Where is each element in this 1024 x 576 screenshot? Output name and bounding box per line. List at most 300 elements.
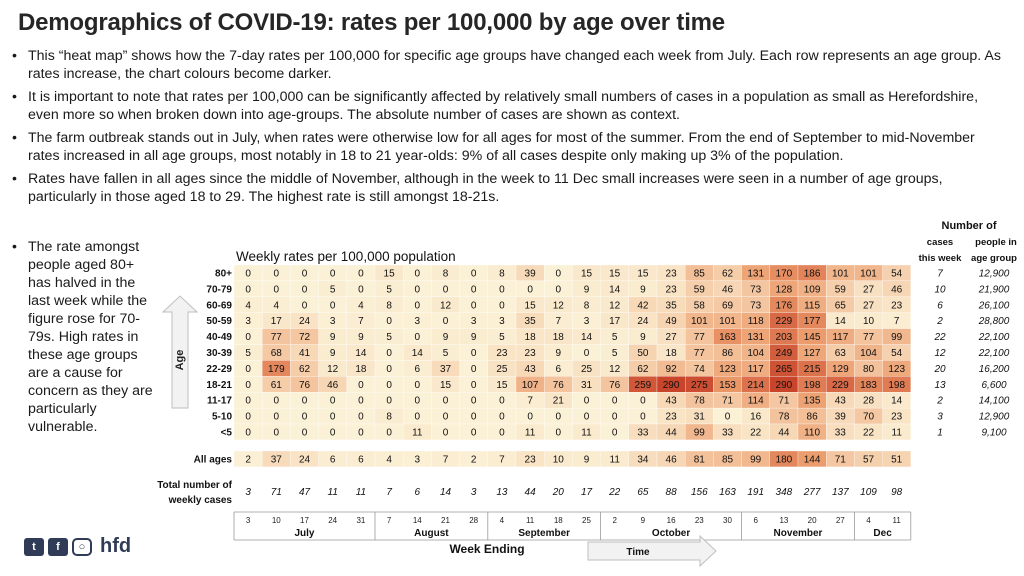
cell-value: 76: [298, 379, 311, 391]
cell-value: 35: [524, 316, 536, 328]
month-label: August: [414, 528, 449, 539]
cell-value: 0: [414, 332, 421, 344]
cell-value: 0: [329, 395, 336, 407]
cell-value: 58: [693, 300, 705, 312]
x-tick-label: 28: [469, 516, 479, 525]
cell-value: 127: [803, 348, 821, 359]
cell-value: 0: [245, 268, 251, 280]
cell-value: 0: [245, 332, 251, 344]
cell-value: 7: [893, 316, 900, 328]
cell-value: 92: [665, 363, 677, 375]
all-ages-value: 10: [552, 454, 564, 466]
cell-value: 76: [609, 379, 621, 391]
cell-value: 23: [496, 348, 508, 359]
cell-value: 0: [442, 427, 449, 439]
cell-value: 0: [442, 395, 449, 407]
cell-value: 198: [888, 379, 906, 391]
cell-value: 153: [719, 379, 736, 391]
row-label: 11-17: [206, 395, 232, 407]
cell-value: 49: [665, 316, 677, 328]
cell-value: 62: [298, 363, 311, 375]
x-tick-label: 20: [807, 516, 817, 525]
cell-value: 65: [834, 300, 846, 312]
cell-value: 69: [721, 300, 734, 312]
cell-value: 0: [470, 411, 477, 423]
cell-value: 0: [470, 348, 477, 359]
cell-value: 0: [611, 411, 618, 423]
twitter-icon[interactable]: t: [24, 538, 44, 556]
cell-value: 43: [524, 363, 536, 375]
cell-value: 72: [298, 332, 311, 344]
total-cases-value: 109: [860, 487, 877, 498]
row-label: 80+: [215, 268, 232, 280]
cell-value: 0: [442, 411, 449, 423]
cell-value: 31: [693, 411, 705, 423]
cell-value: 24: [298, 316, 311, 328]
x-tick-label: 17: [300, 516, 309, 525]
all-ages-value: 6: [329, 454, 336, 466]
x-axis-label: Week Ending: [449, 542, 525, 556]
cell-value: 37: [439, 363, 452, 375]
bullet-item: • This “heat map” shows how the 7-day rates per 100,000 for specific age groups have changed each week from July. Each row represents an age group. As rates increase, the chart colours become darker.: [10, 47, 1010, 83]
cell-value: 0: [301, 395, 308, 407]
row-label: 22-29: [206, 363, 232, 375]
x-tick-label: 23: [694, 516, 704, 525]
x-tick-label: 30: [723, 516, 732, 525]
cell-value: 14: [891, 395, 903, 407]
cell-value: 128: [775, 284, 793, 296]
cell-value: 186: [803, 268, 821, 280]
all-ages-value: 6: [358, 454, 364, 466]
cell-value: 99: [891, 332, 903, 344]
cell-value: 8: [583, 300, 590, 312]
cell-value: 131: [747, 268, 765, 280]
cell-value: 0: [301, 300, 308, 312]
total-cases-value: 44: [524, 487, 536, 498]
cell-value: 145: [803, 332, 821, 344]
cell-value: 42: [637, 300, 649, 312]
cell-value: 15: [609, 268, 621, 280]
x-tick-label: 21: [441, 516, 450, 525]
row-label: 40-49: [206, 332, 232, 344]
cell-value: 5: [442, 348, 449, 359]
row-label: <5: [220, 427, 232, 439]
cell-value: 11: [891, 427, 902, 439]
month-label: July: [294, 528, 315, 539]
cell-value: 0: [329, 427, 336, 439]
side-population-value: 12,900: [978, 268, 1010, 280]
cell-value: 176: [775, 300, 793, 312]
cell-value: 275: [690, 379, 708, 391]
x-tick-label: 13: [779, 516, 789, 525]
cell-value: 101: [831, 268, 849, 280]
cell-value: 0: [414, 379, 421, 391]
cell-value: 215: [803, 363, 821, 375]
cell-value: 123: [719, 363, 736, 375]
cell-value: 12: [327, 363, 339, 375]
cell-value: 115: [804, 300, 821, 312]
cell-value: 0: [329, 300, 336, 312]
cell-value: 86: [721, 348, 734, 359]
cell-value: 118: [747, 316, 764, 328]
cell-value: 73: [750, 284, 762, 296]
social-footer: [24, 535, 131, 558]
cell-value: 101: [719, 316, 736, 328]
bullet-item: • The farm outbreak stands out in July, when rates were otherwise low for all ages for most of the summer. From the end of September to mid-November rates increased in all age groups, most notably in 18 to 21 year-olds: 9% of all cases despite only making up 3% of the population.: [10, 129, 1010, 165]
chart-title: Weekly rates per 100,000 population: [236, 249, 456, 264]
cell-value: 183: [860, 379, 877, 391]
cell-value: 117: [747, 363, 764, 375]
cell-value: 11: [524, 427, 536, 439]
cell-value: 0: [301, 284, 308, 296]
cell-value: 0: [499, 300, 505, 312]
cell-value: 46: [327, 379, 339, 391]
cell-value: 0: [273, 411, 280, 423]
side-cases-value: 2: [937, 395, 943, 407]
cell-value: 0: [611, 395, 618, 407]
x-tick-label: 14: [412, 516, 422, 525]
side-population-value: 28,800: [978, 316, 1010, 328]
all-ages-value: 180: [775, 454, 793, 466]
x-tick-label: 10: [271, 516, 281, 525]
cell-value: 18: [355, 363, 367, 375]
total-cases-value: 11: [327, 487, 338, 498]
cell-value: 22: [862, 427, 875, 439]
total-cases-value: 191: [747, 487, 765, 498]
cell-value: 43: [665, 395, 677, 407]
cell-value: 4: [358, 300, 364, 312]
cell-value: 23: [665, 411, 677, 423]
x-tick-label: 11: [525, 516, 535, 525]
cell-value: 0: [414, 284, 421, 296]
total-cases-value: 47: [298, 487, 311, 498]
total-cases-value: 17: [580, 487, 593, 498]
cell-value: 27: [862, 284, 875, 296]
all-ages-value: 3: [414, 454, 421, 466]
cell-value: 77: [270, 332, 282, 344]
cell-value: 9: [442, 332, 449, 344]
cell-value: 28: [862, 395, 875, 407]
cell-value: 3: [499, 316, 505, 328]
cell-value: 33: [834, 427, 846, 439]
total-cases-value: 98: [891, 487, 903, 498]
cell-value: 62: [637, 363, 649, 375]
total-cases-value: 65: [637, 487, 649, 498]
cell-value: 86: [806, 411, 818, 423]
cell-value: 0: [414, 411, 421, 423]
all-ages-value: 34: [637, 454, 649, 466]
cell-value: 177: [803, 316, 821, 328]
side-cases-value: 22: [934, 332, 946, 344]
cell-value: 27: [862, 300, 875, 312]
cell-value: 59: [834, 284, 846, 296]
cell-value: 0: [527, 411, 533, 423]
total-cases-value: 71: [270, 487, 282, 498]
total-cases-value: 20: [552, 487, 564, 498]
cell-value: 71: [721, 395, 734, 407]
cell-value: 135: [803, 395, 821, 407]
cell-value: 23: [665, 268, 677, 280]
cell-value: 73: [750, 300, 762, 312]
x-tick-label: 27: [835, 516, 845, 525]
x-tick-label: 3: [245, 516, 251, 525]
cell-value: 265: [775, 363, 793, 375]
side-cases-value: 2: [937, 316, 943, 328]
cell-value: 14: [411, 348, 423, 359]
total-cases-value: 348: [775, 487, 793, 498]
cell-value: 0: [583, 348, 590, 359]
cell-value: 78: [693, 395, 705, 407]
cell-value: 0: [301, 427, 308, 439]
cell-value: 0: [245, 427, 251, 439]
all-ages-value: 46: [665, 454, 677, 466]
cell-value: 0: [386, 395, 392, 407]
cell-value: 33: [721, 427, 734, 439]
cell-value: 5: [611, 332, 618, 344]
bullet-item: • It is important to note that rates per 100,000 can be significantly affected by relatively small numbers of cases in a population as small as Herefordshire, even more so when broken down into age-groups. The absolute number of cases are shown as context.: [10, 88, 1010, 124]
cell-value: 104: [860, 348, 877, 359]
side-population-value: 22,100: [978, 348, 1010, 359]
cell-value: 0: [470, 268, 477, 280]
instagram-icon[interactable]: ○: [72, 538, 92, 556]
cell-value: 0: [442, 316, 449, 328]
cell-value: 0: [386, 379, 392, 391]
month-label: Dec: [873, 528, 892, 539]
all-ages-value: 11: [609, 454, 620, 466]
cell-value: 0: [329, 411, 336, 423]
cell-value: 9: [583, 284, 590, 296]
cell-value: 0: [245, 363, 251, 375]
all-ages-value: 7: [499, 454, 505, 466]
cell-value: 46: [721, 284, 734, 296]
cell-value: 25: [496, 363, 508, 375]
cell-value: 0: [273, 284, 280, 296]
cell-value: 18: [524, 332, 536, 344]
total-cases-value: 13: [496, 487, 508, 498]
cell-value: 131: [747, 332, 765, 344]
cell-value: 85: [693, 268, 705, 280]
side-col-header: age group: [971, 253, 1017, 264]
cell-value: 15: [383, 268, 395, 280]
cell-value: 21: [552, 395, 564, 407]
row-label: 60-69: [206, 300, 232, 312]
cell-value: 0: [611, 427, 618, 439]
cell-value: 104: [747, 348, 765, 359]
side-population-value: 6,600: [981, 379, 1007, 391]
side-population-value: 16,200: [978, 363, 1010, 375]
cell-value: 5: [499, 332, 505, 344]
total-cases-value: 3: [245, 487, 251, 498]
bullet-item: • Rates have fallen in all ages since the middle of November, although in the week to 11 Dec small increases were seen in a number of age groups, particularly in those aged 18 to 29. The highest rate is still amongst 18-21s.: [10, 170, 1010, 206]
cell-value: 77: [693, 348, 705, 359]
cell-value: 107: [521, 379, 539, 391]
cell-value: 54: [891, 268, 903, 280]
cell-value: 0: [245, 411, 251, 423]
cell-value: 23: [524, 348, 536, 359]
cell-value: 117: [832, 332, 849, 344]
cell-value: 10: [862, 316, 875, 328]
cell-value: 39: [834, 411, 846, 423]
all-ages-value: 99: [750, 454, 762, 466]
all-ages-value: 57: [862, 454, 875, 466]
cell-value: 76: [552, 379, 564, 391]
time-axis-label: Time: [626, 547, 650, 558]
cell-value: 110: [804, 427, 821, 439]
cell-value: 5: [386, 284, 392, 296]
cell-value: 0: [470, 363, 477, 375]
cell-value: 33: [637, 427, 649, 439]
x-tick-label: 6: [753, 516, 758, 525]
cell-value: 3: [414, 316, 421, 328]
cell-value: 23: [665, 284, 677, 296]
cell-value: 0: [386, 348, 392, 359]
cell-value: 4: [245, 300, 251, 312]
side-col-header: people in: [975, 237, 1017, 248]
cell-value: 163: [719, 332, 736, 344]
cell-value: 9: [329, 332, 336, 344]
brand-logo: hfd: [100, 535, 132, 557]
cell-value: 16: [750, 411, 762, 423]
side-col-header: cases: [926, 237, 954, 248]
cell-value: 5: [329, 284, 336, 296]
row-label: 30-39: [206, 348, 232, 359]
cell-value: 259: [634, 379, 652, 391]
all-ages-value: 85: [721, 454, 734, 466]
side-population-value: 21,900: [978, 284, 1010, 296]
x-tick-label: 24: [328, 516, 338, 525]
all-ages-value: 23: [524, 454, 536, 466]
row-label: 18-21: [206, 379, 232, 391]
cell-value: 0: [386, 316, 392, 328]
cell-value: 15: [496, 379, 508, 391]
cell-value: 198: [803, 379, 821, 391]
cell-value: 17: [609, 316, 621, 328]
side-cases-value: 13: [934, 379, 946, 391]
cell-value: 0: [442, 284, 449, 296]
cell-value: 5: [611, 348, 618, 359]
total-cases-value: 14: [439, 487, 452, 498]
cell-value: 18: [665, 348, 677, 359]
cell-value: 14: [355, 348, 367, 359]
cell-value: 3: [583, 316, 590, 328]
cell-value: 70: [862, 411, 875, 423]
all-ages-value: 2: [470, 454, 477, 466]
cell-value: 14: [834, 316, 846, 328]
cell-value: 43: [834, 395, 846, 407]
cell-value: 11: [581, 427, 592, 439]
cell-value: 123: [888, 363, 906, 375]
cell-value: 0: [273, 268, 280, 280]
facebook-icon[interactable]: f: [48, 538, 68, 556]
cell-value: 0: [414, 300, 421, 312]
total-cases-value: 88: [665, 487, 677, 498]
total-cases-value: 3: [470, 487, 477, 498]
month-label: September: [518, 528, 571, 539]
cell-value: 71: [778, 395, 790, 407]
cell-value: 12: [609, 363, 621, 375]
total-cases-value: 22: [609, 487, 621, 498]
total-cases-value: 11: [355, 487, 367, 498]
cell-value: 0: [245, 284, 251, 296]
cell-value: 99: [693, 427, 705, 439]
cell-value: 62: [721, 268, 734, 280]
cell-value: 15: [439, 379, 452, 391]
cell-value: 0: [499, 427, 505, 439]
cell-value: 7: [527, 395, 533, 407]
cell-value: 0: [414, 268, 421, 280]
cell-value: 3: [329, 316, 336, 328]
side-cases-value: 10: [934, 284, 946, 296]
cell-value: 46: [891, 284, 903, 296]
cell-value: 0: [470, 300, 477, 312]
cell-value: 12: [439, 300, 452, 312]
cell-value: 0: [640, 411, 646, 423]
cell-value: 5: [245, 348, 251, 359]
cell-value: 0: [358, 411, 364, 423]
row-label: 5-10: [211, 411, 232, 423]
cell-value: 0: [499, 411, 505, 423]
cell-value: 14: [609, 284, 621, 296]
cell-value: 129: [831, 363, 849, 375]
side-population-value: 14,100: [978, 395, 1010, 407]
cell-value: 101: [690, 316, 708, 328]
cell-value: 77: [862, 332, 875, 344]
total-cases-label: weekly cases: [168, 495, 232, 506]
cell-value: 0: [358, 284, 364, 296]
month-label: November: [773, 528, 823, 539]
page-title: Demographics of COVID-19: rates per 100,000 by age over time: [18, 9, 725, 36]
all-ages-value: 9: [583, 454, 590, 466]
total-cases-value: 6: [414, 487, 421, 498]
cell-value: 44: [665, 427, 677, 439]
cell-value: 68: [270, 348, 282, 359]
cell-value: 17: [270, 316, 282, 328]
cell-value: 9: [555, 348, 562, 359]
cell-value: 15: [580, 268, 593, 280]
cell-value: 249: [775, 348, 793, 359]
side-population-value: 12,900: [978, 411, 1010, 423]
cell-value: 23: [891, 411, 903, 423]
cell-value: 0: [470, 379, 477, 391]
cell-value: 0: [414, 395, 421, 407]
cell-value: 31: [580, 379, 593, 391]
cell-value: 9: [470, 332, 477, 344]
x-tick-label: 25: [582, 516, 591, 525]
row-label: 50-59: [206, 316, 232, 328]
cell-value: 27: [665, 332, 677, 344]
cell-value: 0: [358, 427, 364, 439]
cell-value: 18: [552, 332, 564, 344]
side-population-value: 22,100: [978, 332, 1010, 344]
cell-value: 0: [583, 411, 590, 423]
cell-value: 0: [555, 427, 562, 439]
cell-value: 0: [358, 379, 364, 391]
cell-value: 0: [555, 268, 562, 280]
cell-value: 41: [298, 348, 311, 359]
cell-value: 114: [747, 395, 764, 407]
cell-value: 0: [273, 427, 280, 439]
cell-value: 0: [470, 284, 477, 296]
cell-value: 35: [665, 300, 677, 312]
cell-value: 15: [637, 268, 649, 280]
cell-value: 25: [580, 363, 593, 375]
cell-value: 4: [273, 300, 280, 312]
cell-value: 0: [273, 395, 280, 407]
cell-value: 0: [358, 395, 364, 407]
cell-value: 63: [834, 348, 846, 359]
x-tick-label: 4: [499, 516, 505, 525]
cell-value: 78: [778, 411, 790, 423]
